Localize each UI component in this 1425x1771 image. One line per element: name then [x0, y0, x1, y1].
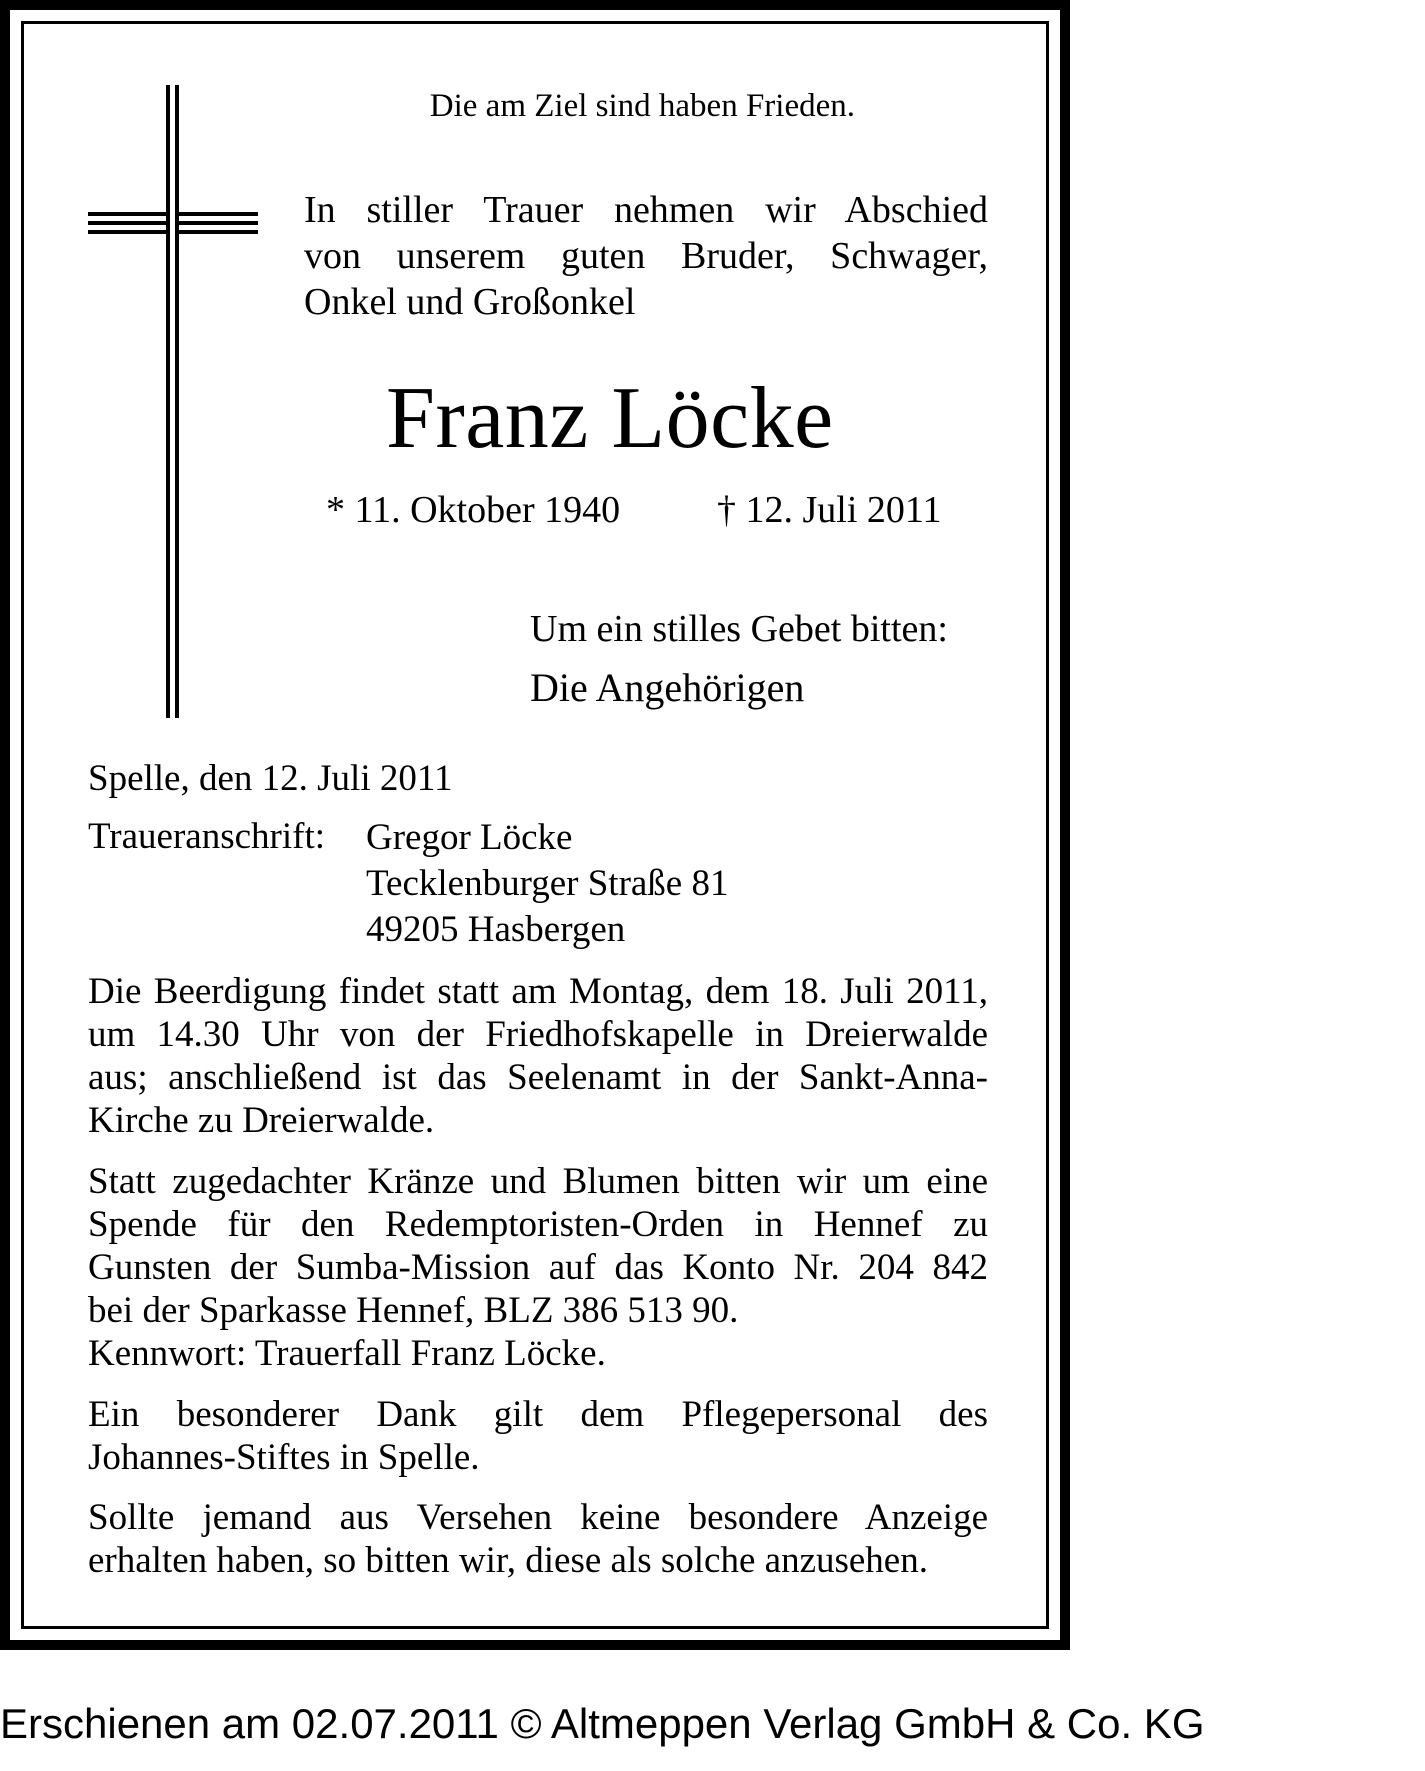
intro-line: In stiller Trauer nehmen wir Abschied [304, 189, 988, 231]
funeral-paragraph [88, 970, 988, 1142]
birth-date: * 11. Oktober 1940 [326, 489, 621, 531]
closing-line: Sollte jemand aus Versehen keine besondere Anzeige [88, 1497, 988, 1538]
thanks-paragraph [88, 1393, 988, 1479]
closing-line: erhalten haben, so bitten wir, diese als solche anzusehen. [88, 1540, 928, 1581]
intro-line: von unserem guten Bruder, Schwager, [304, 235, 988, 277]
intro-text [304, 187, 988, 325]
donation-paragraph [88, 1160, 988, 1375]
address-line: Tecklenburger Straße 81 [366, 863, 729, 904]
donation-line: bei der Sparkasse Hennef, BLZ 386 513 90. [88, 1290, 739, 1331]
thanks-line: Johannes-Stiftes in Spelle. [88, 1437, 480, 1478]
motto: Die am Ziel sind haben Frieden. [429, 88, 855, 124]
family-signature: Die Angehörigen [530, 665, 805, 710]
donation-line: Statt zugedachter Kränze und Blumen bitten wir um eine [88, 1161, 988, 1202]
donation-line: Gunsten der Sumba-Mission auf das Konto Nr. 204 842 [88, 1247, 988, 1288]
address-line: Gregor Löcke [366, 817, 573, 858]
donation-line: Spende für den Redemptoristen-Orden in Hennef zu [88, 1204, 988, 1245]
prayer-request: Um ein stilles Gebet bitten: [530, 608, 948, 650]
funeral-line: Kirche zu Dreierwalde. [88, 1100, 435, 1141]
funeral-line: aus; anschließend ist das Seelenamt in der Sankt-Anna- [88, 1057, 988, 1098]
publication-footer: Erschienen am 02.07.2011 © Altmeppen Verlag GmbH & Co. KG [0, 1700, 1205, 1747]
donation-line: Kennwort: Trauerfall Franz Löcke. [88, 1333, 606, 1374]
closing-paragraph [88, 1496, 988, 1582]
address-label: Traueranschrift: [88, 816, 326, 857]
address-line: 49205 Hasbergen [366, 909, 626, 950]
mourning-address [366, 815, 728, 953]
death-date: † 12. Juli 2011 [717, 489, 942, 531]
thanks-line: Ein besonderer Dank gilt dem Pflegepersonal des [88, 1394, 988, 1435]
deceased-name: Franz Löcke [386, 370, 834, 467]
intro-line: Onkel und Großonkel [304, 281, 636, 323]
place-date: Spelle, den 12. Juli 2011 [88, 758, 453, 799]
funeral-line: um 14.30 Uhr von der Friedhofskapelle in Dreierwalde [88, 1014, 988, 1055]
funeral-line: Die Beerdigung findet statt am Montag, dem 18. Juli 2011, [88, 971, 988, 1012]
